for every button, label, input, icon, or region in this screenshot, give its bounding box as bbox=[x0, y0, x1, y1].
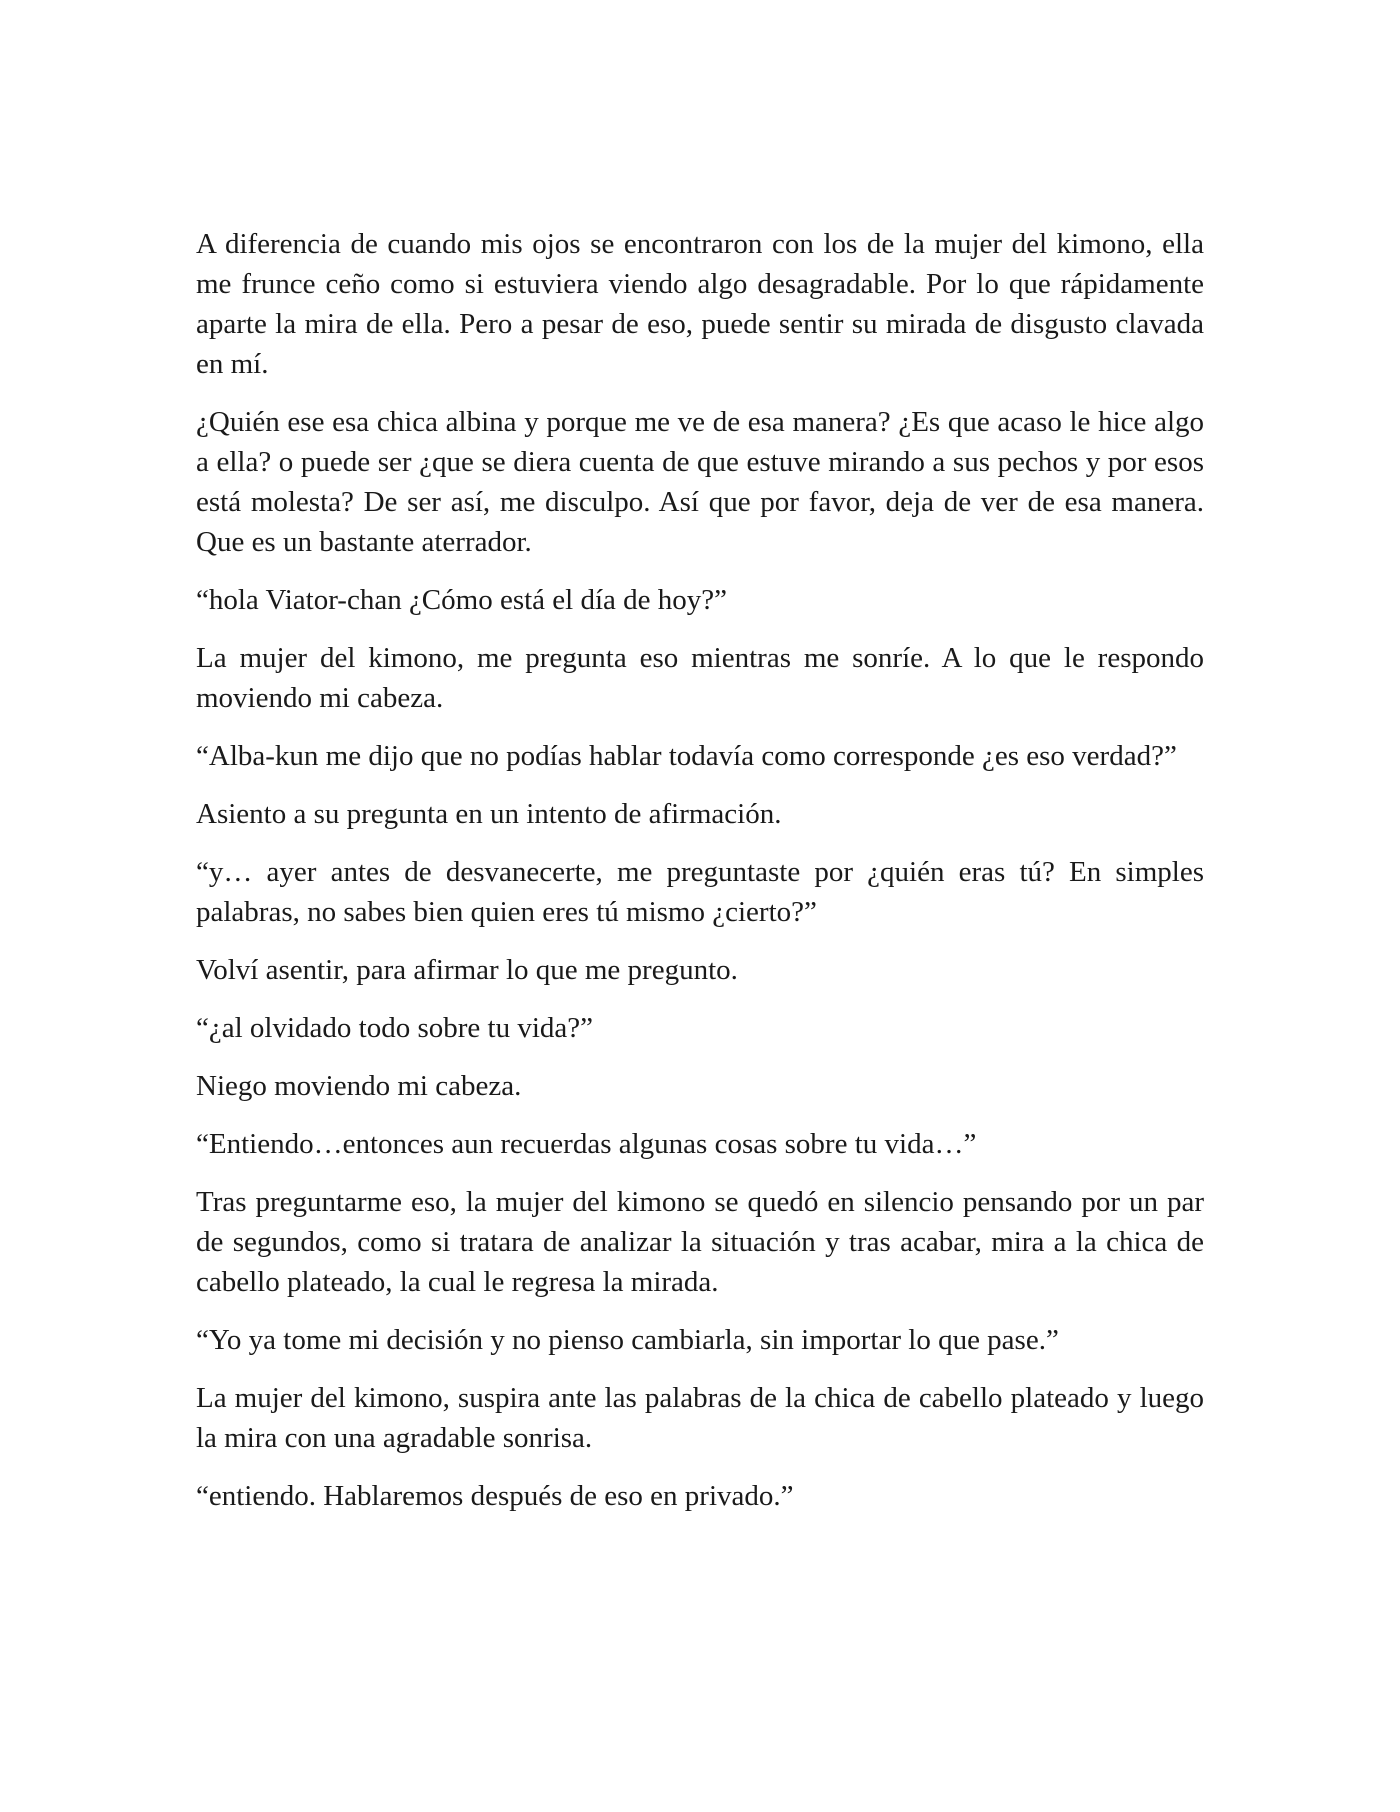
paragraph: La mujer del kimono, me pregunta eso mientras me sonríe. A lo que le respondo moviendo mi cabeza. bbox=[196, 642, 1204, 714]
paragraph: Asiento a su pregunta en un intento de afirmación. bbox=[196, 798, 782, 830]
dialogue-line: “entiendo. Hablaremos después de eso en privado.” bbox=[196, 1480, 794, 1512]
paragraph: Niego moviendo mi cabeza. bbox=[196, 1070, 522, 1102]
paragraph: A diferencia de cuando mis ojos se encontraron con los de la mujer del kimono, ella me frunce ceño como si estuviera viendo algo desagradable. Por lo que rápidamente aparte la mira de ella. Pero a pesar de eso, puede sentir su mirada de disgusto clavada en mí. bbox=[196, 228, 1204, 380]
dialogue-line: “y… ayer antes de desvanecerte, me preguntaste por ¿quién eras tú? En simples palabras, no sabes bien quien eres tú mismo ¿cierto?” bbox=[196, 856, 1204, 928]
dialogue-line: “Entiendo…entonces aun recuerdas algunas cosas sobre tu vida…” bbox=[196, 1128, 977, 1160]
dialogue-line: “hola Viator-chan ¿Cómo está el día de hoy?” bbox=[196, 584, 728, 616]
paragraph: La mujer del kimono, suspira ante las palabras de la chica de cabello plateado y luego la mira con una agradable sonrisa. bbox=[196, 1382, 1204, 1454]
paragraph: Volví asentir, para afirmar lo que me pregunto. bbox=[196, 954, 738, 986]
body-text bbox=[196, 224, 1204, 1534]
paragraph: Tras preguntarme eso, la mujer del kimono se quedó en silencio pensando por un par de segundos, como si tratara de analizar la situación y tras acabar, mira a la chica de cabello plateado, la cual le regresa la mirada. bbox=[196, 1186, 1204, 1298]
dialogue-line: “¿al olvidado todo sobre tu vida?” bbox=[196, 1012, 594, 1044]
dialogue-line: “Yo ya tome mi decisión y no pienso cambiarla, sin importar lo que pase.” bbox=[196, 1324, 1059, 1356]
dialogue-line: “Alba-kun me dijo que no podías hablar todavía como corresponde ¿es eso verdad?” bbox=[196, 740, 1177, 772]
paragraph: ¿Quién ese esa chica albina y porque me ve de esa manera? ¿Es que acaso le hice algo a ella? o puede ser ¿que se diera cuenta de que estuve mirando a sus pechos y por esos está molesta? De ser así, me disculpo. Así que por favor, deja de ver de esa manera. Que es un bastante aterrador. bbox=[196, 406, 1204, 558]
